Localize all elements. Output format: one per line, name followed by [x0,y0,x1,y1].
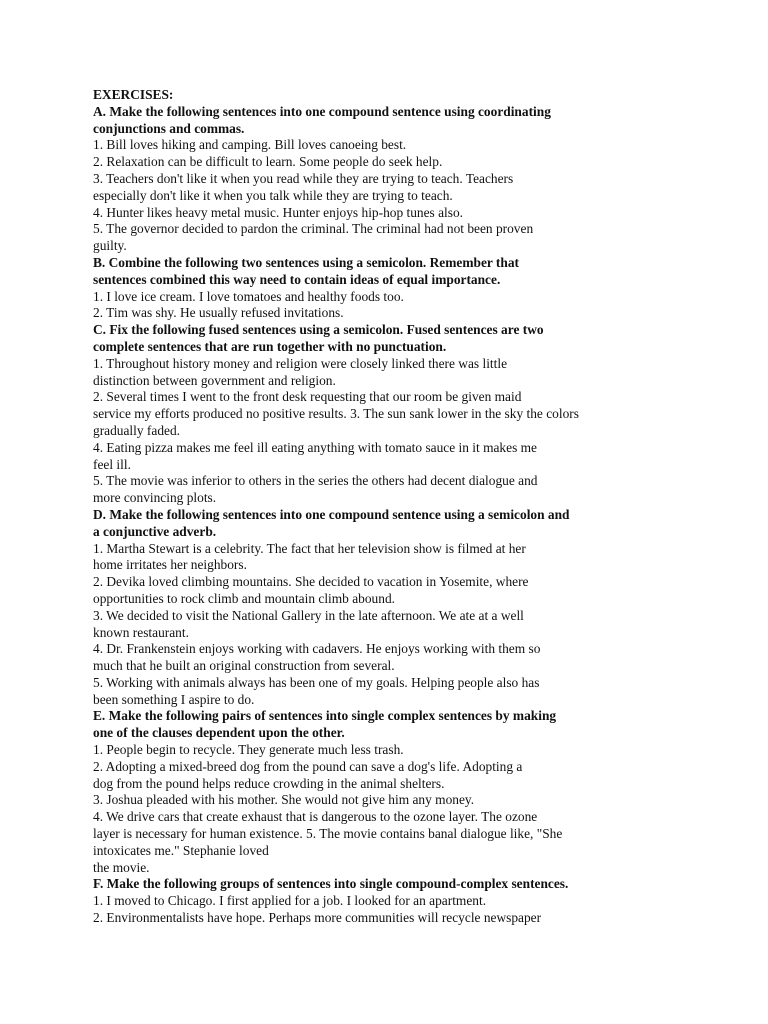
text-line: distinction between government and religion. [93,372,336,388]
text-line: 1. I moved to Chicago. I first applied for a job. I looked for an apartment. [93,893,487,909]
text-line: 1. Throughout history money and religion were closely linked there was little [93,355,508,371]
text-line: 5. The movie was inferior to others in the series the others had decent dialogue and [93,473,538,489]
section-heading-line: B. Combine the following two sentences using a semicolon. Remember that [93,254,519,270]
text-line: 2. Several times I went to the front desk requesting that our room be given maid [93,389,522,405]
text-line: 5. Working with animals always has been one of my goals. Helping people also has [93,674,540,690]
text-line: 4. Hunter likes heavy metal music. Hunter enjoys hip-hop tunes also. [93,204,464,220]
text-line: intoxicates me." Stephanie loved [93,842,269,858]
text-line: 4. Dr. Frankenstein enjoys working with cadavers. He enjoys working with them so [93,641,541,657]
text-line: 4. Eating pizza makes me feel ill eating anything with tomato sauce in it makes me [93,439,537,455]
page-title: EXERCISES: [93,87,174,102]
text-line: 2. Devika loved climbing mountains. She decided to vacation in Yosemite, where [93,574,529,590]
text-line: 5. The governor decided to pardon the criminal. The criminal had not been proven [93,221,534,237]
section-heading-line: D. Make the following sentences into one compound sentence using a semicolon and [93,506,570,522]
text-line: 1. Bill loves hiking and camping. Bill loves canoeing best. [93,137,407,153]
text-line: 3. Joshua pleaded with his mother. She would not give him any money. [93,792,475,808]
text-line: gradually faded. [93,422,180,438]
section-heading-line: E. Make the following pairs of sentences into single complex sentences by making [93,708,557,724]
section-heading-line: complete sentences that are run together with no punctuation. [93,338,447,354]
section-heading-line: F. Make the following groups of sentences into single compound-complex sentences. [93,876,569,892]
text-line: 2. Environmentalists have hope. Perhaps more communities will recycle newspaper [93,910,542,926]
section-heading-line: C. Fix the following fused sentences using a semicolon. Fused sentences are two [93,322,544,338]
text-line: 2. Relaxation can be difficult to learn. Some people do seek help. [93,154,443,170]
section-heading-line: sentences combined this way need to contain ideas of equal importance. [93,271,501,287]
text-line: layer is necessary for human existence. 5. The movie contains banal dialogue like, "She [93,826,563,842]
text-line: 4. We drive cars that create exhaust that is dangerous to the ozone layer. The ozone [93,809,538,825]
text-line: 2. Tim was shy. He usually refused invitations. [93,305,344,321]
text-line: the movie. [93,859,150,875]
text-line: opportunities to rock climb and mountain climb abound. [93,590,395,606]
text-line: guilty. [93,238,127,254]
text-line: service my efforts produced no positive results. 3. The sun sank lower in the sky the colors [93,406,579,422]
text-line: 1. People begin to recycle. They generate much less trash. [93,742,404,758]
section-heading-line: a conjunctive adverb. [93,523,217,539]
text-line: 1. I love ice cream. I love tomatoes and healthy foods too. [93,288,404,304]
text-line: 3. Teachers don't like it when you read while they are trying to teach. Teachers [93,170,514,186]
text-line: 1. Martha Stewart is a celebrity. The fact that her television show is filmed at her [93,540,526,556]
text-line: home irritates her neighbors. [93,557,247,573]
text-line: known restaurant. [93,624,189,640]
section-heading-line: A. Make the following sentences into one compound sentence using coordinating [93,103,551,119]
document-page [93,87,653,927]
text-line: 2. Adopting a mixed-breed dog from the pound can save a dog's life. Adopting a [93,758,523,774]
section-heading-line: conjunctions and commas. [93,120,245,136]
text-line: more convincing plots. [93,490,217,506]
text-line: dog from the pound helps reduce crowding in the animal shelters. [93,775,445,791]
text-line: especially don't like it when you talk while they are trying to teach. [93,187,453,203]
text-line: much that he built an original construction from several. [93,658,395,674]
text-line: feel ill. [93,456,131,472]
exercise-text [93,104,653,927]
section-heading-line: one of the clauses dependent upon the other. [93,725,345,741]
text-line: 3. We decided to visit the National Gallery in the late afternoon. We ate at a well [93,607,524,623]
text-line: been something I aspire to do. [93,691,255,707]
